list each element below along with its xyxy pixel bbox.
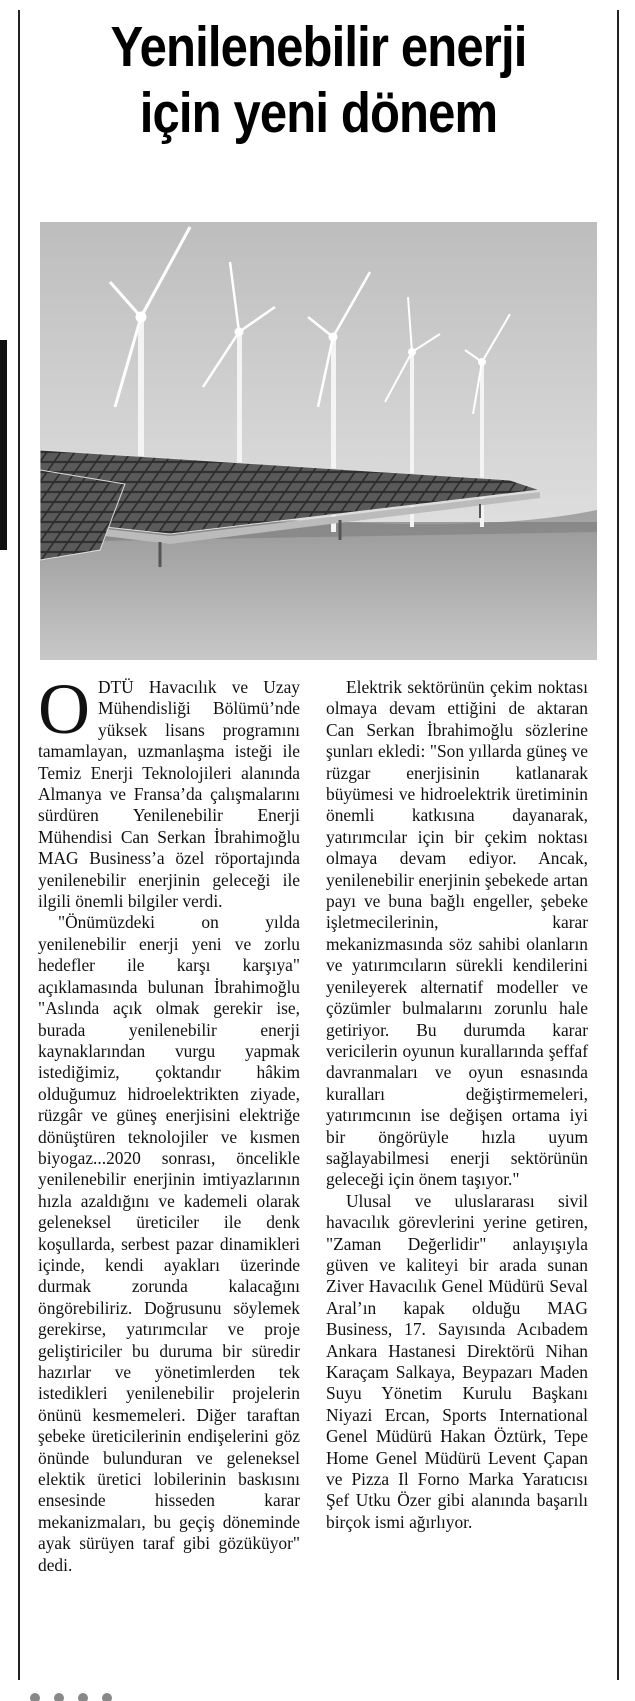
page-edge-mark: [0, 340, 7, 550]
footer-dot: [78, 1693, 88, 1701]
article-photo: [40, 222, 597, 660]
paragraph-4: Ulusal ve uluslararası sivil havacılık görevlerini yerine getiren, "Zaman Değerlidir" anlayışıyla güven ve kaliteyi bir arada sunan Ziver Havacılık Genel Müdürü Seval Aral’ın kapak olduğu MAG Business, 17. Sayısında Acıbadem Ankara Hastanesi Direktörü Nihan Karaçam Salkaya, Beypazarı Maden Suyu Yönetim Kurulu Başkanı Niyazi Ercan, Sports International Genel Müdürü Hakan Öztürk, Tepe Home Genel Müdürü Levent Çapan ve Pizza Il Forno Marka Yaratıcısı Şef Utku Özer gibi alanında başarılı birçok ismi ağırlıyor.: [326, 1190, 588, 1532]
paragraph-1: [38, 669, 300, 912]
article-column-left: [38, 669, 300, 1576]
drop-cap: O: [38, 669, 90, 749]
paragraph-3: Elektrik sektörünün çekim noktası olmaya devam ettiğini de aktaran Can Serkan İbrahimoğlu sözlerine şunları ekledi: "Son yıllarda güneş ve rüzgar enerjisinin katlanarak büyümesi ve hidroelektrik üretiminin önemli katkısına dayanarak, yatırımcılar için bir çekim noktası olmaya devam ediyor. Ancak, yenilenebilir enerjinin şebekede artan payı ve buna bağlı engeller, şebeke işletmecilerinin, karar mekanizmasında söz sahibi olanların ve yatırımcıların sürekli kendilerini yenileyerek alternatif modeller ve çözümler bulmalarını zorunlu hale getiriyor. Bu durumda karar vericilerin oyunun kurallarında şeffaf davranmaları ve oyun esnasında kuralları değiştirmemeleri, yatırımcının ise değişen ortama iyi bir öngörüyle hızla uyum sağlayabilmesi enerji sektörünün geleceği için önem taşıyor.": [326, 677, 588, 1190]
paragraph-2: "Önümüzdeki on yılda yenilenebilir enerji yeni ve zorlu hedefler ile karşı karşıya" açıklamasında bulunan İbrahimoğlu "Aslında açık olmak gerekir ise, burada yenilenebilir enerji kaynaklarından vurgu yapmak istediğimiz, çoktandır hâkim olduğumuz hidroelektrikten ziyade, rüzgâr ve güneş enerjisini elektriğe dönüştüren teknolojiler ve kısmen biyogaz...2020 sonrası, öncelikle yenilenebilir enerjinin imtiyazlarının hızla azaldığını ve kademeli olarak geleneksel üreticiler ile denk koşullarda, serbest pazar dinamikleri içinde, kendi ayakları üzerinde durmak zorunda kalacağını öngörebiliriz. Doğrusunu söylemek gerekirse, yatırımcılar ve proje geliştiriciler bu duruma bir süredir hazırlar ve yönetimlerden tek istedikleri yenilenebilir projelerin önünü kesmemeleri. Diğer taraftan şebeke üreticilerinin endişelerini göz önünde bulunduran ve geleneksel elektik üretici lobilerinin baskısını ensesinde hisseden karar mekanizmaları, bu geçiş döneminde ayak sürüyen taraf gibi gözüküyor" dedi.: [38, 912, 300, 1575]
footer-dot: [54, 1693, 64, 1701]
wind-solar-image: [40, 222, 597, 660]
headline: [64, 14, 574, 146]
headline-line-2: için yeni dönem: [139, 81, 498, 145]
footer-dot: [102, 1693, 112, 1701]
article-column-right: [326, 677, 588, 1533]
footer-dot: [30, 1693, 40, 1701]
headline-line-1: Yenilenebilir enerji: [110, 15, 527, 79]
paragraph-1-text: DTÜ Havacılık ve Uzay Mühendisliği Bölümü’nde yüksek lisans programını tamamlayan, uzmanlaşma isteği ile Temiz Enerji Teknolojileri alanında Almanya ve Fransa’da çalışmalarını sürdüren Yenilenebilir Enerji Mühendisi Can Serkan İbrahimoğlu MAG Business’a özel röportajında yenilenebilir enerjinin geleceği ile ilgili önemli bilgiler verdi.: [38, 677, 300, 912]
footer-marks: [30, 1690, 126, 1701]
